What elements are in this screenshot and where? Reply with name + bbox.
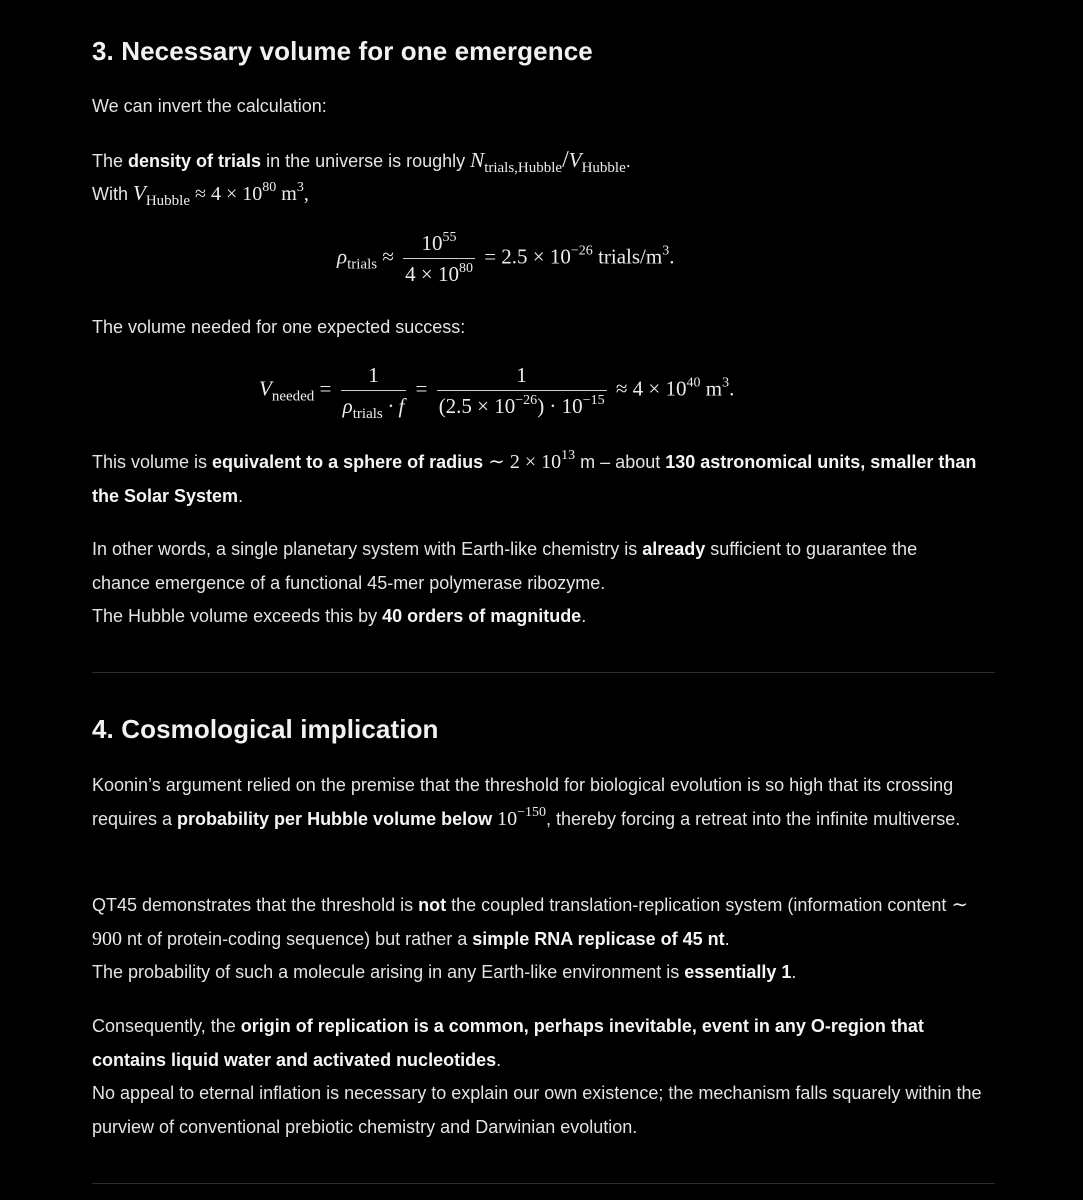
vneeded-fraction-2 [437, 360, 607, 421]
consequently-paragraph [92, 1010, 995, 1144]
prob-end: . [791, 962, 797, 982]
koonin-math: $10^{-150}$ [492, 804, 546, 830]
koonin-bold: probability per Hubble volume below [177, 808, 493, 829]
rho-unit-exp: 3 [662, 243, 670, 259]
with-text: With [92, 184, 134, 204]
rho-approx: ≈ [382, 244, 394, 269]
rho-sub: trials [347, 256, 378, 273]
sphere-math: ∼ $2 \times 10^{13}$ [483, 448, 576, 473]
vneeded-frac2-num: 1 [437, 360, 607, 391]
conseq-bold: origin of replication is a common, perhaps inevitable, event in any O-region that contains liquid water and activated nucleotides [92, 1016, 924, 1070]
density-text: The [92, 151, 129, 171]
rho-equation [337, 228, 674, 289]
vneeded-eq2: = [415, 376, 428, 401]
conseq-end: . [496, 1049, 502, 1070]
koonin-text-2: , thereby forcing a retreat into the infinite multiverse. [546, 808, 961, 829]
rho-result-unit: trials/m [592, 244, 663, 269]
sphere-text: This volume is [92, 452, 213, 472]
with-unit-exp: 3 [296, 180, 304, 195]
qt45-math: ∼ 900 [92, 894, 969, 950]
appeal-text: No appeal to eternal inflation is necessary to explain our own existence; the mechanism falls squarely within the purview of conventional prebiotic chemistry and Darwinian evolution. [92, 1083, 982, 1137]
rho-numerator: $10^{55}$ [403, 228, 475, 259]
section-divider [92, 672, 995, 673]
koonin-paragraph [92, 769, 995, 836]
section-4-heading: 4. Cosmological implication [92, 714, 439, 744]
sphere-bold-2: 130 astronomical units, smaller than the Solar System [92, 452, 977, 506]
rho-result: = 2.5 × 10 [484, 244, 571, 269]
koonin-text: Koonin’s argument relied on the premise that the threshold for biological evolution is so high that its crossing requires a [92, 775, 954, 829]
hubble-end: . [581, 606, 587, 626]
with-end: , [303, 183, 309, 205]
other-words-paragraph [92, 533, 932, 634]
with-paragraph [92, 177, 309, 212]
density-paragraph [92, 144, 631, 179]
formula-N-sub: trials,Hubble [484, 160, 563, 176]
prob-text: The probability of such a molecule arising in any Earth-like environment is [92, 962, 685, 982]
sphere-paragraph [92, 446, 995, 513]
rho-result-exp: −26 [570, 243, 593, 259]
vneeded-eq: = [319, 376, 332, 401]
sphere-mid: – about [595, 452, 666, 472]
formula-slash: / [562, 147, 569, 173]
rho-end: . [669, 244, 675, 269]
density-formula [470, 147, 626, 176]
density-text-2: in the universe is roughly [261, 151, 471, 171]
density-bold: density of trials [128, 151, 262, 171]
vneeded-unit-exp: 3 [722, 375, 730, 391]
density-end: . [625, 151, 631, 171]
qt45-text-2: the coupled translation-replication system (information content [446, 895, 952, 915]
qt45-bold-2: simple RNA replicase of 45 nt [472, 928, 725, 949]
other-text-2: sufficient to guarantee the chance emergence of a functional 45-mer polymerase ribozyme. [92, 539, 918, 593]
qt45-bold: not [418, 895, 447, 915]
hubble-text: The Hubble volume exceeds this by [92, 606, 383, 626]
hubble-bold: 40 orders of magnitude [382, 606, 582, 626]
vneeded-frac1-den: $\rho_{trials} \cdot f$ [342, 394, 405, 422]
other-bold: already [642, 539, 706, 559]
with-value: ≈ 4 × 10 [190, 183, 263, 205]
with-V: V [133, 181, 146, 205]
vneeded-result-exp: 40 [686, 375, 701, 391]
other-text: In other words, a single planetary system with Earth-like chemistry is [92, 539, 643, 559]
qt45-end: . [724, 928, 730, 949]
with-V-sub: Hubble [145, 193, 191, 209]
prob-bold: essentially 1 [684, 962, 792, 982]
vneeded-end: . [729, 376, 735, 401]
sphere-bold: equivalent to a sphere of radius [212, 452, 484, 472]
sphere-end: . [238, 485, 244, 506]
sphere-unit: m [575, 452, 596, 472]
with-formula [133, 180, 309, 209]
vneeded-symbol: V [259, 376, 272, 401]
qt45-paragraph [92, 889, 995, 990]
formula-N: N [470, 148, 485, 172]
with-exp: 80 [262, 180, 277, 195]
vneeded-sub: needed [271, 388, 315, 405]
vneeded-result: ≈ 4 × 10 [615, 376, 687, 401]
vneeded-frac2-den: $(2.5 \times 10^{-26}) \cdot 10^{-15}$ [438, 393, 605, 418]
qt45-text-3: nt of protein-coding sequence) but rather a [122, 928, 473, 949]
conseq-text: Consequently, the [92, 1016, 241, 1036]
rho-symbol: ρ [337, 244, 348, 269]
vneeded-frac1-num: 1 [341, 360, 407, 391]
intro-paragraph: We can invert the calculation: [92, 96, 327, 116]
formula-V: V [568, 148, 582, 172]
rho-denominator: $4 \times 10^{80}$ [405, 261, 473, 286]
with-unit: m [276, 183, 297, 205]
section-3-heading: 3. Necessary volume for one emergence [92, 36, 593, 66]
vneeded-equation [259, 360, 734, 421]
qt45-text: QT45 demonstrates that the threshold is [92, 895, 419, 915]
section-divider-bottom [92, 1183, 995, 1184]
vneeded-result-unit: m [700, 376, 723, 401]
formula-V-sub: Hubble [581, 160, 626, 176]
vneeded-fraction-1 [341, 360, 407, 421]
rho-fraction [403, 228, 475, 289]
volume-needed-paragraph: The volume needed for one expected success: [92, 317, 466, 337]
